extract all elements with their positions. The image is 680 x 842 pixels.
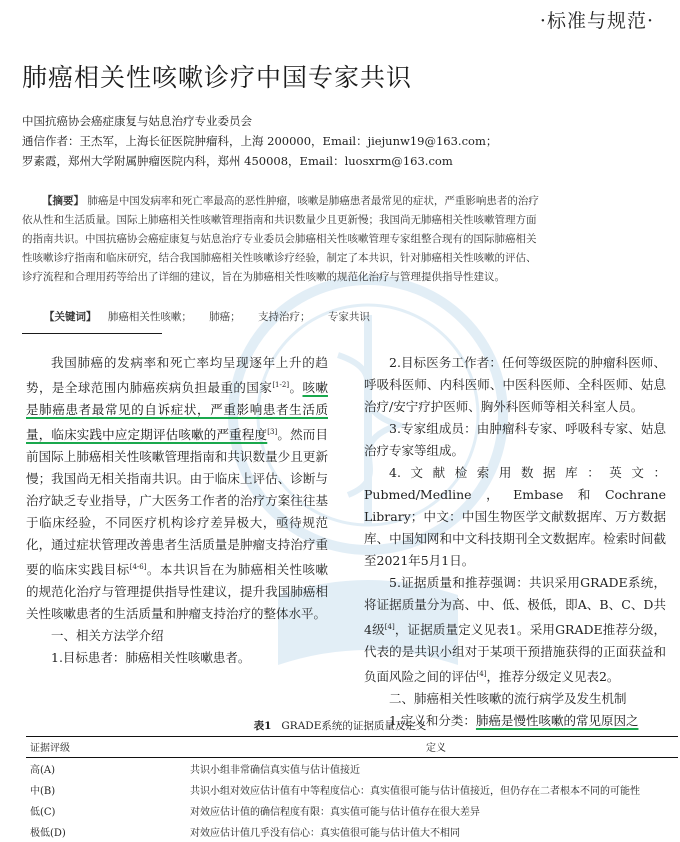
section-tag: ·标准与规范· bbox=[539, 10, 654, 32]
table-row bbox=[26, 758, 678, 780]
table-cell: 高(A) bbox=[30, 765, 56, 776]
expert-panel: 3.专家组成员：由肿瘤科专家、呼吸科专家、姑息治疗专家等组成。 bbox=[364, 421, 666, 458]
abstract-text: 肺癌是中国发病率和死亡率最高的恶性肿瘤，咳嗽是肺癌患者最常见的症状，严重影响患者的治疗依从性和生活质量。国际上肺癌相关性咳嗽管理指南和共识数量少且更新慢；我国尚无肺癌相关性咳嗽管理方面的指南共识。中国抗癌协会癌症康复与姑息治疗专业委员会肺癌相关性咳嗽管理专家组整合现有的国际肺癌相关性咳嗽诊疗指南和临床研究，结合我国肺癌相关性咳嗽诊疗经验，制定了本共识，针对肺癌相关性咳嗽的评估、诊疗流程和合理用药等给出了详细的建议，旨在为肺癌相关性咳嗽的规范化治疗与管理提供指导性建议。 bbox=[22, 195, 539, 283]
keyword-item: 肺癌相关性咳嗽； bbox=[107, 311, 192, 323]
corresponding-author-2: 罗素霞，郑州大学附属肿瘤医院内科，郑州 450008，Email：luosxrm@163.com bbox=[22, 154, 453, 168]
evidence-quality-table bbox=[26, 736, 678, 842]
evidence-grading: 5.证据质量和推荐强调：共识采用GRADE系统，将证据质量分为高、中、低、极低，即A、B、C、D共4级[4]，证据质量定义见表1。采用GRADE推荐分级，代表的是共识小组对于某项干预措施获得的正面获益和负面风险之间的评估[4]，推荐分级定义见表2。 bbox=[364, 575, 666, 685]
keywords-label: 【关键词】 bbox=[44, 311, 97, 323]
citation: [1-2] bbox=[272, 381, 290, 389]
keywords bbox=[44, 309, 384, 324]
table-cell: 对效应估计值的确信程度有限：真实值可能与估计值存在很大差异 bbox=[190, 807, 480, 818]
table-row bbox=[26, 800, 678, 821]
section-heading-2: 二、肺癌相关性咳嗽的流行病学及发生机制 bbox=[389, 691, 627, 707]
highlighted-sentence: 肺癌是慢性咳嗽的常见原因之 bbox=[475, 713, 639, 729]
corresponding-author-1: 通信作者：王杰军，上海长征医院肿瘤科，上海 200000，Email：jiejunw19@163.com； bbox=[22, 134, 498, 148]
keyword-item: 肺癌； bbox=[209, 311, 241, 323]
abstract bbox=[22, 192, 540, 287]
citation: [4] bbox=[476, 670, 487, 679]
abstract-label: 【摘要】 bbox=[42, 195, 84, 207]
table-cell: 共识小组非常确信真实值与估计值接近 bbox=[190, 765, 360, 776]
target-patients: 1.目标患者：肺癌相关性咳嗽患者。 bbox=[51, 650, 251, 666]
citation: [3] bbox=[267, 428, 278, 437]
definition-paragraph: 1.定义和分类：肺癌是慢性咳嗽的常见原因之 bbox=[389, 713, 639, 729]
table-row bbox=[26, 821, 678, 842]
highlighted-sentence: 咳嗽是肺癌患者最常见的自诉症状，严重影响患者生活质量，临床实践中应定期评估咳嗽的严重程度 bbox=[26, 380, 328, 443]
table-header-row bbox=[26, 737, 678, 758]
table-cell: 对效应估计值几乎没有信心：真实值很可能与估计值大不相同 bbox=[190, 828, 460, 839]
citation: [4-6] bbox=[129, 563, 147, 572]
target-clinicians: 2.目标医务工作者：任何等级医院的肿瘤科医师、呼吸科医师、内科医师、中医科医师、全科医师、姑息治疗/安宁疗护医师、胸外科医师等相关科室人员。 bbox=[364, 355, 666, 414]
author-organization: 中国抗癌协会癌症康复与姑息治疗专业委员会 bbox=[22, 114, 252, 128]
table-label: 表1 bbox=[253, 720, 272, 732]
table-header-cell: 定义 bbox=[190, 737, 678, 758]
article-title: 肺癌相关性咳嗽诊疗中国专家共识 bbox=[22, 63, 413, 92]
table-cell: 低(C) bbox=[30, 807, 56, 818]
left-column bbox=[26, 352, 328, 669]
table-cell: 极低(D) bbox=[30, 828, 66, 839]
citation: [4] bbox=[384, 623, 395, 631]
table-header-cell: 证据评级 bbox=[26, 737, 190, 758]
intro-paragraph: 我国肺癌的发病率和死亡率均呈现逐年上升的趋势，是全球范围内肺癌疾病负担最重的国家[1-2]。咳嗽是肺癌患者最常见的自诉症状，严重影响患者生活质量，临床实践中应定期评估咳嗽的严重程度[3]。然而目前国际上肺癌相关性咳嗽管理指南和共识数量少且更新慢；我国尚无相关指南共识。由于临床上评估、诊断与治疗缺乏专业指导，广大医务工作者的治疗方案往往基于临床经验，不同医疗机构诊疗差异极大，亟待规范化，通过症状管理改善患者生活质量是肿瘤支持治疗重要的临床实践目标[4-6]。本共识旨在为肺癌相关性咳嗽的规范化治疗与管理提供指导性建议，提升我国肺癌相关性咳嗽患者的生活质量和肿瘤支持治疗的整体水平。 bbox=[26, 355, 328, 622]
table-cell: 共识小组对效应估计值有中等程度信心：真实值很可能与估计值接近，但仍存在二者根本不同的可能性 bbox=[190, 786, 640, 797]
keyword-item: 支持治疗； bbox=[258, 311, 311, 323]
literature-databases: 4.文献检索用数据库：英文：Pubmed/Medline，Embase和Cochrane Library；中文：中国生物医学文献数据库、万方数据库、中国知网和中文科技期刊全文数据库。检索时间截至2021年5月1日。 bbox=[364, 465, 666, 568]
section-heading-1: 一、相关方法学介绍 bbox=[51, 628, 164, 644]
table-row bbox=[26, 779, 678, 800]
abstract-divider bbox=[22, 333, 162, 334]
table-title: GRADE系统的证据质量及定义 bbox=[281, 720, 427, 732]
right-column bbox=[364, 352, 666, 732]
table-caption bbox=[0, 718, 680, 733]
table-cell: 中(B) bbox=[30, 786, 56, 797]
keyword-item: 专家共识 bbox=[327, 311, 370, 323]
